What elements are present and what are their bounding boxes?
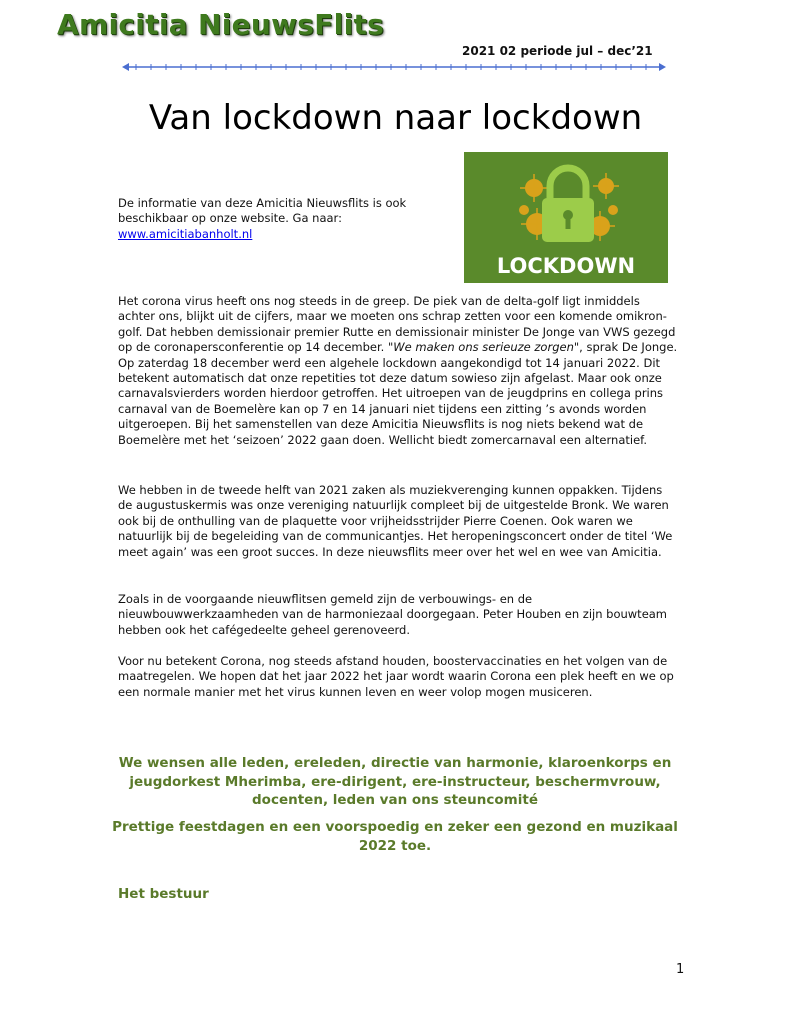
paragraph-corona-part2: , sprak De Jonge. Op zaterdag 18 december werd een algehele lockdown aangekondigd tot 14 januari 2022. Dit betekent automatisch dat onze repetities tot deze datum sowieso zijn afgelast. Maar ook onze carnavalsvierders worden hierdoor getroffen. Het uitroepen van de jeugdprins en collega prins carnaval van de Boemelère kan op 7 en 14 januari niet tijdens een zitting ’s avonds worden uitgeroepen. Bij het samenstellen van deze Amicitia Nieuwsflits is nog niets bekend wat de Boemelère met het ‘seizoen’ 2022 gaan doen. Wellicht biedt zomercarnaval een alternatief. <box>118 340 678 447</box>
lockdown-badge <box>464 152 668 283</box>
badge-label: LOCKDOWN <box>496 254 636 278</box>
page-title: Van lockdown naar lockdown <box>148 98 643 138</box>
paragraph-corona-part1: Het corona virus heeft ons nog steeds in de greep. De piek van de delta-golf ligt inmiddels achter ons, blijkt uit de cijfers, maar we moeten ons schrap zetten voor een komende omikron-golf. Dat hebben demissionair premier Rutte en demissionair minister De Jonge van VWS gezegd op de coronapersconferentie op 14 december. <box>118 294 676 355</box>
quote-de-jonge: "We maken ons serieuze zorgen" <box>387 340 580 355</box>
decorative-divider <box>122 60 666 74</box>
page-number: 1 <box>676 962 685 977</box>
padlock-with-virus-icon <box>464 152 668 283</box>
paragraph-renovation: Zoals in de voorgaande nieuwflitsen gemeld zijn de verbouwings- en de nieuwbouwwerkzaamheden van de harmoniezaal doorgegaan. Peter Houben en zijn bouwteam hebben ook het cafégedeelte geheel gerenoveerd. <box>118 592 668 637</box>
paragraph-activities: We hebben in de tweede helft van 2021 zaken als muziekverenging kunnen oppakken. Tijdens de augustuskermis was onze vereniging natuurlijk compleet bij de uitgestelde Bronk. We waren ook bij de onthulling van de plaquette voor vrijheidsstrijder Pierre Coenen. Ook waren we natuurlijk bij de begeleiding van de communicantjes. Het heropeningsconcert onder de titel ‘We meet again’ was een groot succes. In deze nieuwsflits meer over het wel en wee van Amicitia. <box>118 483 673 559</box>
paragraph-corona <box>118 294 678 448</box>
signoff: Het bestuur <box>118 886 209 902</box>
paragraph-outlook: Voor nu betekent Corona, nog steeds afstand houden, boostervaccinaties en het volgen van de maatregelen. We hopen dat het jaar 2022 het jaar wordt waarin Corona een plek heeft en we op een normale manier met het virus kunnen leven en weer volop mogen musiceren. <box>118 654 674 699</box>
website-link[interactable]: www.amicitiabanholt.nl <box>118 226 253 241</box>
greeting-wish: We wensen alle leden, ereleden, directie van harmonie, klaroenkorps en jeugdorkest Mherimba, ere-dirigent, ere-instructeur, beschermvrouw, docenten, leden van ons steuncomité <box>118 755 672 808</box>
issue-period: 2021 02 periode jul – dec’21 <box>462 44 653 58</box>
intro-block <box>118 196 448 242</box>
greeting-season: Prettige feestdagen en een voorspoedig en zeker een gezond en muzikaal 2022 toe. <box>112 819 678 854</box>
intro-text: De informatie van deze Amicitia Nieuwsflits is ook beschikbaar op onze website. Ga naar: <box>118 196 407 226</box>
masthead-title: Amicitia NieuwsFlits <box>57 8 385 41</box>
